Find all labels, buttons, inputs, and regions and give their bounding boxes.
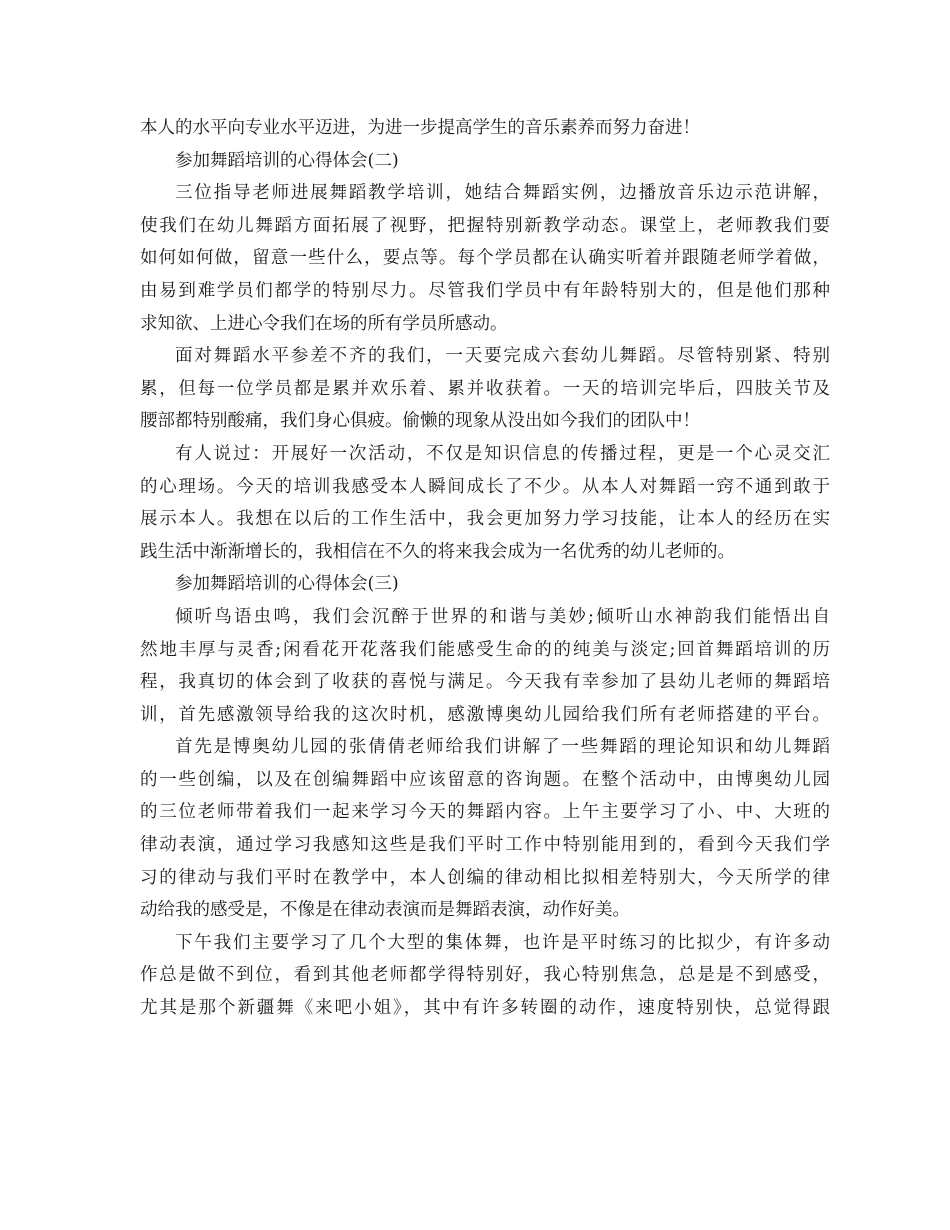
text-line: 下午我们主要学习了几个大型的集体舞，也许是平时练习的比拟少，有许多动 bbox=[175, 932, 830, 953]
text-line: 求知欲、上进心令我们在场的所有学员所感动。 bbox=[140, 313, 508, 334]
text-line: 动给我的感受是，不像是在律动表演而是舞蹈表演，动作好美。 bbox=[140, 900, 630, 921]
text-line: 尤其是那个新疆舞《来吧小姐》，其中有许多转圈的动作，速度特别快，总觉得跟 bbox=[140, 998, 830, 1019]
text-line: 践生活中渐渐增长的，我相信在不久的将来我会成为一名优秀的幼儿老师的。 bbox=[140, 541, 735, 562]
text-line: 的三位老师带着我们一起来学习今天的舞蹈内容。上午主要学习了小、中、大班的 bbox=[140, 802, 830, 823]
document-body bbox=[140, 112, 830, 1025]
text-line: 然地丰厚与灵香;闲看花开花落我们能感受生命的的纯美与淡定;回首舞蹈培训的历 bbox=[140, 639, 830, 660]
text-line: 作总是做不到位，看到其他老师都学得特别好，我心特别焦急，总是是不到感受， bbox=[140, 965, 830, 986]
text-line: 程，我真切的体会到了收获的喜悦与满足。今天我有幸参加了县幼儿老师的舞蹈培 bbox=[140, 672, 830, 693]
section-heading: 参加舞蹈培训的心得体会(三) bbox=[175, 574, 399, 595]
text-line: 本人的水平向专业水平迈进，为进一步提高学生的音乐素养而努力奋进！ bbox=[140, 118, 700, 138]
text-line: 首先是博奥幼儿园的张倩倩老师给我们讲解了一些舞蹈的理论知识和幼儿舞蹈 bbox=[175, 737, 830, 758]
text-line: 的心理场。今天的培训我感受本人瞬间成长了不少。从本人对舞蹈一窍不通到敢于 bbox=[140, 476, 830, 497]
text-line: 累，但每一位学员都是累并欢乐着、累并收获着。一天的培训完毕后，四肢关节及 bbox=[140, 378, 830, 399]
text-line: 倾听鸟语虫鸣，我们会沉醉于世界的和谐与美妙;倾听山水神韵我们能悟出自 bbox=[175, 606, 830, 627]
text-line: 的一些创编，以及在创编舞蹈中应该留意的咨询题。在整个活动中，由博奥幼儿园 bbox=[140, 769, 830, 790]
section-heading: 参加舞蹈培训的心得体会(二) bbox=[175, 150, 399, 171]
text-line: 腰部都特别酸痛，我们身心俱疲。偷懒的现象从没出如今我们的团队中！ bbox=[140, 411, 700, 432]
text-line: 律动表演，通过学习我感知这些是我们平时工作中特别能用到的，看到今天我们学 bbox=[140, 835, 830, 856]
text-line: 面对舞蹈水平参差不齐的我们，一天要完成六套幼儿舞蹈。尽管特别紧、特别 bbox=[175, 346, 830, 367]
text-line: 训，首先感激领导给我的这次时机，感激博奥幼儿园给我们所有老师搭建的平台。 bbox=[140, 704, 830, 725]
text-line: 展示本人。我想在以后的工作生活中，我会更加努力学习技能，让本人的经历在实 bbox=[140, 509, 830, 530]
text-line: 如何如何做，留意一些什么，要点等。每个学员都在认确实听着并跟随老师学着做， bbox=[140, 248, 830, 269]
text-line: 三位指导老师进展舞蹈教学培训，她结合舞蹈实例，边播放音乐边示范讲解， bbox=[175, 183, 830, 204]
text-line: 使我们在幼儿舞蹈方面拓展了视野，把握特别新教学动态。课堂上，老师教我们要 bbox=[140, 215, 830, 236]
text-line: 有人说过：开展好一次活动，不仅是知识信息的传播过程，更是一个心灵交汇 bbox=[175, 443, 830, 464]
text-line: 由易到难学员们都学的特别尽力。尽管我们学员中有年龄特别大的，但是他们那种 bbox=[140, 280, 830, 301]
text-line: 习的律动与我们平时在教学中，本人创编的律动相比拟相差特别大，今天所学的律 bbox=[140, 867, 830, 888]
